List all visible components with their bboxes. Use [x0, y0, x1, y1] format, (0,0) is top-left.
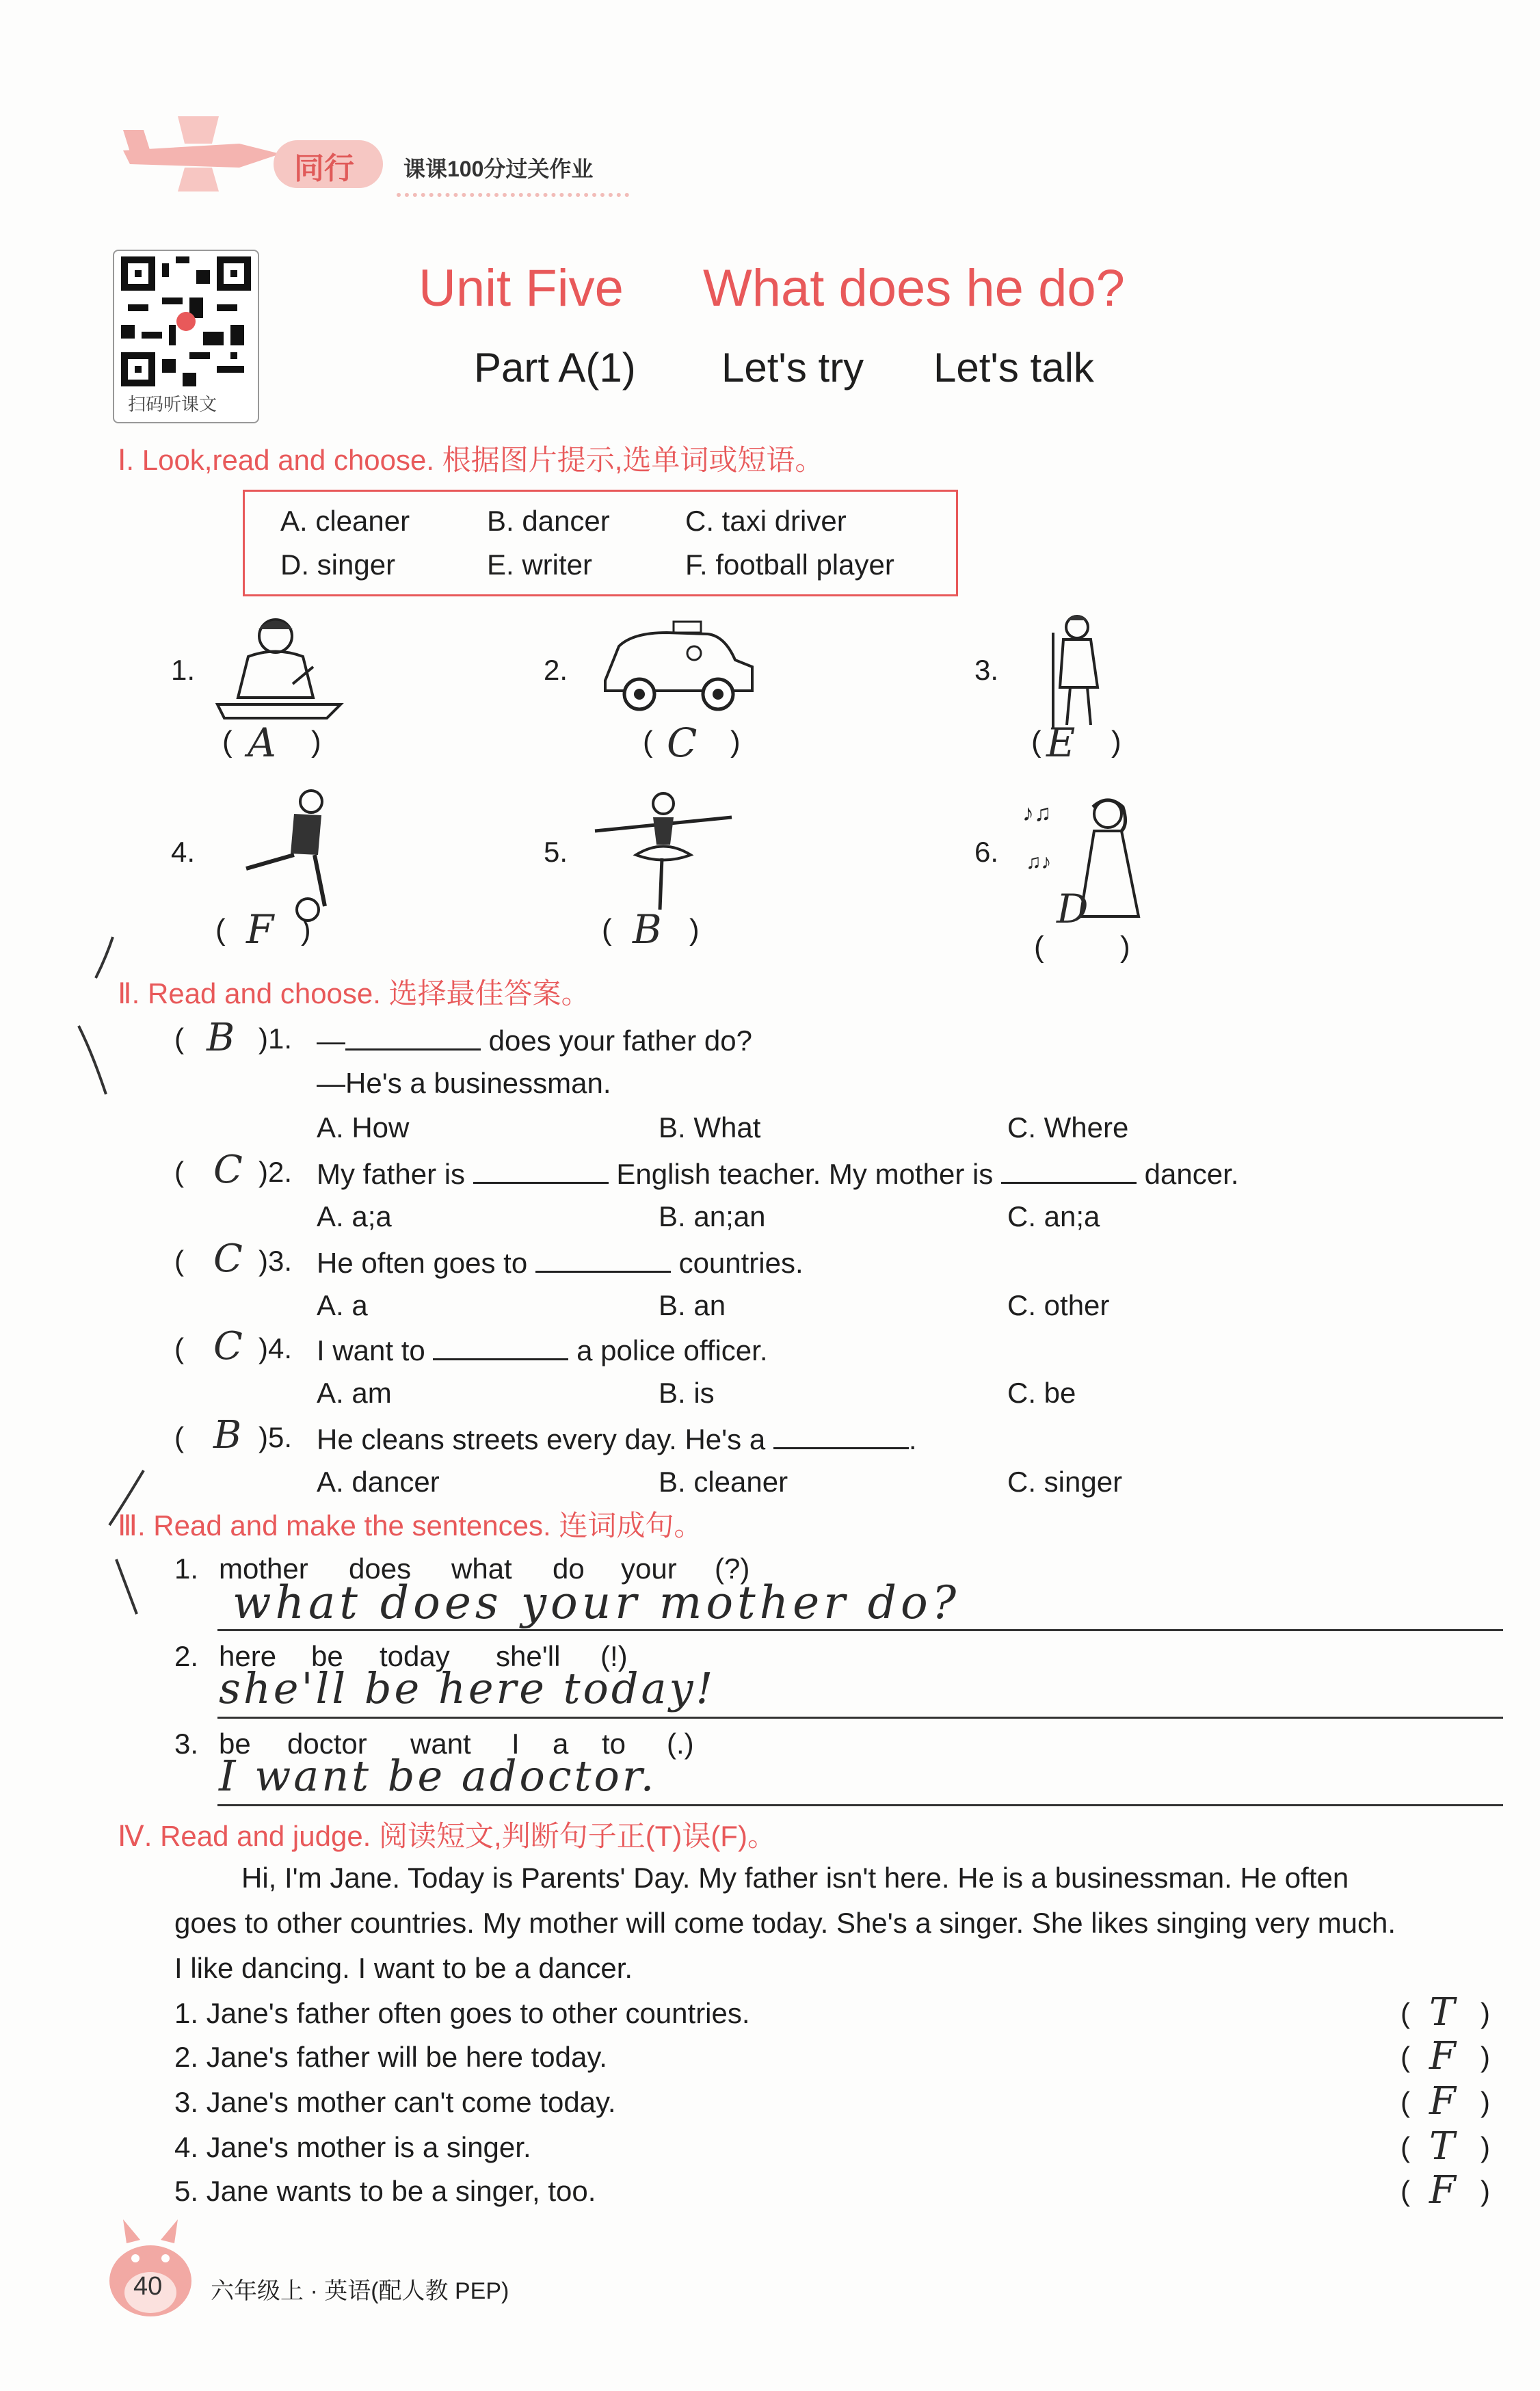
- section2-heading: Ⅱ. Read and choose. 选择最佳答案。: [118, 977, 590, 1009]
- totoro-mascot-icon: [103, 2216, 198, 2319]
- part-title: Part A(1): [474, 345, 636, 391]
- s3-word: does: [349, 1553, 412, 1585]
- book-info: 六年级上 · 英语(配人教 PEP): [211, 2278, 509, 2304]
- pic-num-1: 1.: [171, 654, 196, 686]
- writer-picture: [211, 609, 347, 725]
- option-d: D. singer: [280, 549, 396, 581]
- dancer-picture: [588, 790, 739, 913]
- q2-5-text: He cleans streets every day. He's a .: [317, 1421, 917, 1456]
- s3-num-3: 3.: [174, 1728, 199, 1760]
- q2-2-opt-a: A. a;a: [317, 1200, 392, 1232]
- answer-2: C: [667, 719, 698, 766]
- qr-code-icon: [121, 256, 251, 386]
- qr-code: [113, 250, 259, 423]
- s3-word: doctor: [287, 1728, 367, 1760]
- q2-3-paren: (: [174, 1245, 184, 1277]
- s3-word: here: [219, 1640, 277, 1672]
- pic-num-3: 3.: [974, 654, 999, 686]
- judge-paren-5-close: ): [1481, 2175, 1490, 2207]
- s3-word: (!): [600, 1640, 628, 1672]
- statement-3: 3. Jane's mother can't come today.: [174, 2086, 616, 2118]
- paren-3-close: ): [1111, 725, 1121, 758]
- qr-caption: 扫码听课文: [128, 394, 217, 414]
- q2-1-paren: (: [174, 1022, 184, 1055]
- football-player-picture: [233, 787, 356, 923]
- judge-paren-5: (: [1400, 2175, 1410, 2207]
- q2-3-num: )3.: [258, 1245, 293, 1277]
- statement-1: 1. Jane's father often goes to other countries.: [174, 1997, 750, 2029]
- s3-word: your: [621, 1553, 677, 1585]
- judge-paren-2-close: ): [1481, 2041, 1490, 2073]
- unit-title: Unit Five: [419, 259, 624, 317]
- section3-heading: Ⅲ. Read and make the sentences. 连词成句。: [118, 1509, 703, 1542]
- pic-num-4: 4.: [171, 836, 196, 868]
- s3-word: a: [553, 1728, 569, 1760]
- q2-4-paren: (: [174, 1332, 184, 1364]
- q2-3-opt-b: B. an: [659, 1289, 726, 1321]
- q2-5-opt-a: A. dancer: [317, 1466, 440, 1498]
- q2-4-opt-b: B. is: [659, 1377, 715, 1409]
- q2-2-paren: (: [174, 1156, 184, 1188]
- s3-answer-1: what does your mother do?: [233, 1576, 961, 1629]
- s3-word: (?): [715, 1553, 750, 1585]
- paren-1: (: [222, 725, 233, 758]
- paren-6: (: [1034, 930, 1044, 964]
- q2-1-num: )1.: [258, 1022, 293, 1055]
- q2-5-opt-b: B. cleaner: [659, 1466, 788, 1498]
- answer-4: F: [246, 906, 274, 953]
- q2-2-answer: C: [213, 1148, 243, 1192]
- q2-3-opt-c: C. other: [1007, 1289, 1110, 1321]
- pic-num-5: 5.: [544, 836, 568, 868]
- paren-2: (: [643, 725, 653, 758]
- judge-paren-2: (: [1400, 2041, 1410, 2073]
- svg-text:♪♫: ♪♫: [1022, 800, 1052, 826]
- q2-3-opt-a: A. a: [317, 1289, 368, 1321]
- q2-1-text: — does your father do?: [317, 1022, 752, 1057]
- s3-word: want: [410, 1728, 471, 1760]
- part-sub1: Let's try: [721, 345, 864, 391]
- q2-4-text: I want to a police officer.: [317, 1332, 768, 1367]
- judge-answer-3: F: [1429, 2079, 1456, 2124]
- pic-num-2: 2.: [544, 654, 568, 686]
- blank[interactable]: [773, 1421, 909, 1449]
- q2-1-opt-b: B. What: [659, 1111, 761, 1144]
- s3-word: I: [512, 1728, 520, 1760]
- page-number: 40: [133, 2272, 163, 2301]
- q2-1-opt-c: C. Where: [1007, 1111, 1129, 1144]
- answer-line: [217, 1804, 1503, 1806]
- blank[interactable]: [535, 1245, 671, 1273]
- s3-word: mother: [219, 1553, 308, 1585]
- paren-4: (: [215, 913, 226, 947]
- judge-paren-1-close: ): [1481, 1997, 1490, 2029]
- answer-5: B: [633, 906, 662, 953]
- taxi-picture: [592, 619, 762, 722]
- judge-answer-2: F: [1429, 2034, 1456, 2078]
- s3-word: she'll: [496, 1640, 561, 1672]
- section1-heading: Ⅰ. Look,read and choose. 根据图片提示,选单词或短语。: [118, 444, 824, 476]
- q2-4-opt-a: A. am: [317, 1377, 392, 1409]
- q2-2-num: )2.: [258, 1156, 293, 1188]
- judge-paren-4: (: [1400, 2131, 1410, 2163]
- paren-4-close: ): [301, 913, 311, 947]
- q2-4-opt-c: C. be: [1007, 1377, 1076, 1409]
- judge-answer-4: T: [1429, 2124, 1455, 2169]
- q2-1-answer: B: [207, 1016, 235, 1060]
- answer-1: A: [248, 719, 276, 766]
- q2-1-opt-a: A. How: [317, 1111, 410, 1144]
- q2-3-text: He often goes to countries.: [317, 1245, 804, 1280]
- section4-heading: Ⅳ. Read and judge. 阅读短文,判断句子正(T)误(F)。: [118, 1820, 776, 1852]
- q2-2-opt-b: B. an;an: [659, 1200, 766, 1232]
- statement-4: 4. Jane's mother is a singer.: [174, 2131, 531, 2163]
- passage-line-2: goes to other countries. My mother will come today. She's a singer. She likes singing very much.: [174, 1907, 1396, 1939]
- s3-word: do: [553, 1553, 585, 1585]
- q2-5-opt-c: C. singer: [1007, 1466, 1123, 1498]
- q2-4-num: )4.: [258, 1332, 293, 1364]
- statement-5: 5. Jane wants to be a singer, too.: [174, 2175, 596, 2207]
- q2-5-num: )5.: [258, 1421, 293, 1453]
- q2-2-text: My father is English teacher. My mother is dancer.: [317, 1156, 1238, 1191]
- svg-text:♫♪: ♫♪: [1026, 851, 1052, 873]
- paren-3: (: [1031, 725, 1041, 758]
- part-sub2: Let's talk: [933, 345, 1094, 391]
- q2-1-line2: —He's a businessman.: [317, 1067, 611, 1099]
- s3-word: today: [380, 1640, 450, 1672]
- s3-word: to: [602, 1728, 626, 1760]
- paren-5: (: [602, 913, 612, 947]
- cleaner-picture: [1033, 612, 1115, 735]
- pic-num-6: 6.: [974, 836, 999, 868]
- paren-6-close: ): [1120, 930, 1130, 964]
- blank[interactable]: [473, 1156, 609, 1184]
- s3-word: be: [311, 1640, 343, 1672]
- q2-5-answer: B: [213, 1413, 242, 1457]
- paren-1-close: ): [311, 725, 321, 758]
- statement-2: 2. Jane's father will be here today.: [174, 2041, 607, 2073]
- brand-name: 同行: [294, 152, 354, 185]
- q2-5-paren: (: [174, 1421, 184, 1453]
- blank[interactable]: [1001, 1156, 1137, 1184]
- option-b: B. dancer: [487, 505, 610, 537]
- option-a: A. cleaner: [280, 505, 410, 537]
- s3-answer-2: she'll be here today!: [219, 1663, 716, 1713]
- judge-paren-4-close: ): [1481, 2131, 1490, 2163]
- judge-paren-3-close: ): [1481, 2086, 1490, 2118]
- paren-2-close: ): [730, 725, 741, 758]
- s3-word: what: [451, 1553, 512, 1585]
- answer-line: [217, 1717, 1503, 1719]
- judge-paren-3: (: [1400, 2086, 1410, 2118]
- grading-check-mark-2: [65, 916, 188, 1122]
- passage-line-3: I like dancing. I want to be a dancer.: [174, 1952, 633, 1984]
- judge-paren-1: (: [1400, 1997, 1410, 2029]
- blank[interactable]: [433, 1332, 568, 1360]
- s3-word: be: [219, 1728, 251, 1760]
- paren-5-close: ): [689, 913, 700, 947]
- option-c: C. taxi driver: [685, 505, 847, 537]
- answer-6: D: [1057, 886, 1089, 932]
- passage-line-1: Hi, I'm Jane. Today is Parents' Day. My father isn't here. He is a businessman. He often: [241, 1862, 1349, 1894]
- s3-num-2: 2.: [174, 1640, 199, 1672]
- blank[interactable]: [345, 1022, 481, 1051]
- option-f: F. football player: [685, 549, 894, 581]
- q2-3-answer: C: [213, 1237, 243, 1281]
- header-dots: [397, 193, 629, 197]
- q2-4-answer: C: [213, 1324, 243, 1369]
- answer-line: [217, 1629, 1503, 1631]
- s3-word: (.): [667, 1728, 694, 1760]
- series-title: 课课100分过关作业: [403, 157, 594, 181]
- s3-num-1: 1.: [174, 1553, 199, 1585]
- q2-2-opt-c: C. an;a: [1007, 1200, 1100, 1232]
- judge-answer-1: T: [1429, 1990, 1455, 2035]
- s3-answer-3: I want be adoctor.: [219, 1751, 657, 1801]
- option-e: E. writer: [487, 549, 593, 581]
- unit-question: What does he do?: [703, 259, 1125, 317]
- answer-3: E: [1046, 719, 1076, 766]
- judge-answer-5: F: [1429, 2168, 1456, 2212]
